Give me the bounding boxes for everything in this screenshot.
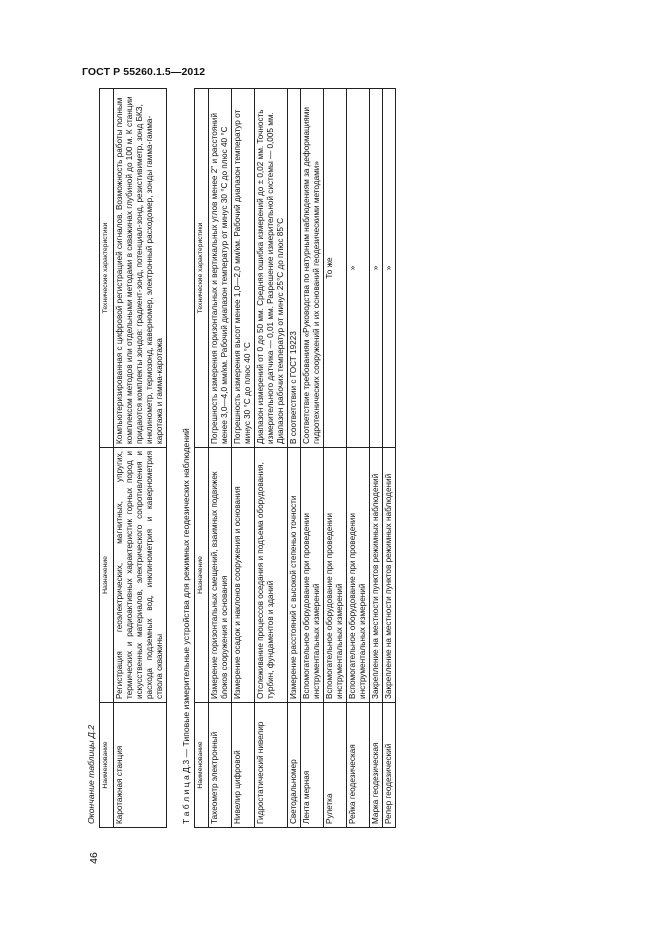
cell-specs: То же	[323, 89, 346, 448]
cell-purpose: Вспомогательное оборудование при проведении инструментальных измерений	[300, 448, 323, 703]
cell-name: Нивелир цифровой	[231, 703, 254, 828]
cell-name: Марка геодезическая	[369, 703, 382, 828]
cell-name: Светодальномер	[287, 703, 300, 828]
table-row	[382, 89, 395, 828]
table-d2-caption: Окончание таблицы Д.2	[86, 724, 96, 824]
table-row	[254, 89, 287, 828]
column-header: Технические характеристики	[195, 89, 208, 448]
cell-purpose: Отслеживание процессов оседания и подъема оборудования, турбин, фундаментов и зданий	[254, 448, 287, 703]
cell-purpose: Вспомогательное оборудование при проведении инструментальных измерений	[323, 448, 346, 703]
cell-specs: Компьютеризированная с цифровой регистрацией сигналов. Возможность работы полным комплексом методов или отдельными методами в скважинах глубиной до 100 м. К станции придаются комплекты зондов: градиент-зонд, потенциал-зонд, резистивиметр, зонд БКЗ, инклинометр, термозонд, каверномер, электронный расходомер, зонды гамма-гамма-каротажа и гамма-каротажа	[113, 89, 166, 448]
table-row	[208, 89, 231, 828]
cell-purpose: Регистрация геоэлектрических, магнитных, упругих, термических и радиоактивных характеристик горных пород и искусственных материалов, электрического сопротивления и расхода подземных вод, инклинометрия и кавернометрия ствола скважины	[113, 448, 166, 703]
rotated-content	[86, 88, 393, 828]
cell-purpose: Закрепление на местности пунктов режимных наблюдений	[369, 448, 382, 703]
table-row	[231, 89, 254, 828]
table-d2	[99, 88, 166, 828]
cell-name: Гидростатический нивелир	[254, 703, 287, 828]
table-row	[369, 89, 382, 828]
column-header: Технические характеристики	[100, 89, 113, 448]
cell-specs: Диапазон измерений от 0 до 50 мм. Средняя ошибка измерений до ± 0,02 мм. Точность измерительного датчика — 0,01 мм. Разрешение измерительной системы — 0,005 мм. Диапазон рабочих температур от минус 25°С до плюс 85°С	[254, 89, 287, 448]
cell-specs: В соответствии с ГОСТ 19223	[287, 89, 300, 448]
table-header-row	[100, 89, 113, 828]
cell-name: Рулетка	[323, 703, 346, 828]
table-d3-caption: Т а б л и ц а Д.3 — Типовые измерительные устройства для режимных геодезических наблюдений	[180, 428, 191, 824]
document-header: ГОСТ Р 55260.1.5—2012	[82, 66, 206, 78]
cell-purpose: Вспомогательное оборудование при проведении инструментальных измерений	[346, 448, 369, 703]
cell-name: Лента мерная	[300, 703, 323, 828]
cell-name: Репер геодезический	[382, 703, 395, 828]
column-header: Назначение	[195, 448, 208, 703]
table-row	[346, 89, 369, 828]
cell-purpose: Измерение осадок и наклонов сооружения и основания	[231, 448, 254, 703]
table-header-row	[195, 89, 208, 828]
cell-specs: »	[369, 89, 382, 448]
cell-purpose: Измерение горизонтальных смещений, взаимных подвижек блоков сооружения и основания	[208, 448, 231, 703]
cell-specs: »	[346, 89, 369, 448]
column-header: Назначение	[100, 448, 113, 703]
table-d3	[194, 88, 395, 828]
cell-specs: Соответствие требованиям «Руководства по натурным наблюдениям за деформациями гидротехнических сооружений и их оснований геодезическими методами»	[300, 89, 323, 448]
column-header: Наименование	[195, 703, 208, 828]
cell-specs: »	[382, 89, 395, 448]
cell-name: Каротажная станция	[113, 703, 166, 828]
page-number: 46	[87, 852, 100, 864]
table-row	[300, 89, 323, 828]
cell-specs: Погрешность измерения горизонтальных и вертикальных углов менее 2" и расстояний менее 3,0—4,0 мм/км. Рабочий диапазон температур от минус 30 °С до плюс 40 °С	[208, 89, 231, 448]
landscape-page	[86, 88, 396, 828]
table-row	[113, 89, 166, 828]
cell-name: Тахеометр электронный	[208, 703, 231, 828]
table-row	[287, 89, 300, 828]
cell-purpose: Закрепление на местности пунктов режимных наблюдений	[382, 448, 395, 703]
cell-purpose: Измерение расстояний с высокой степенью точности	[287, 448, 300, 703]
cell-specs: Погрешность измерения высот менее 1,0—2,0 мм/км. Рабочий диапазон температур от минус 30 °С до плюс 40 °С	[231, 89, 254, 448]
table-row	[323, 89, 346, 828]
cell-name: Рейка геодезическая	[346, 703, 369, 828]
column-header: Наименование	[100, 703, 113, 828]
